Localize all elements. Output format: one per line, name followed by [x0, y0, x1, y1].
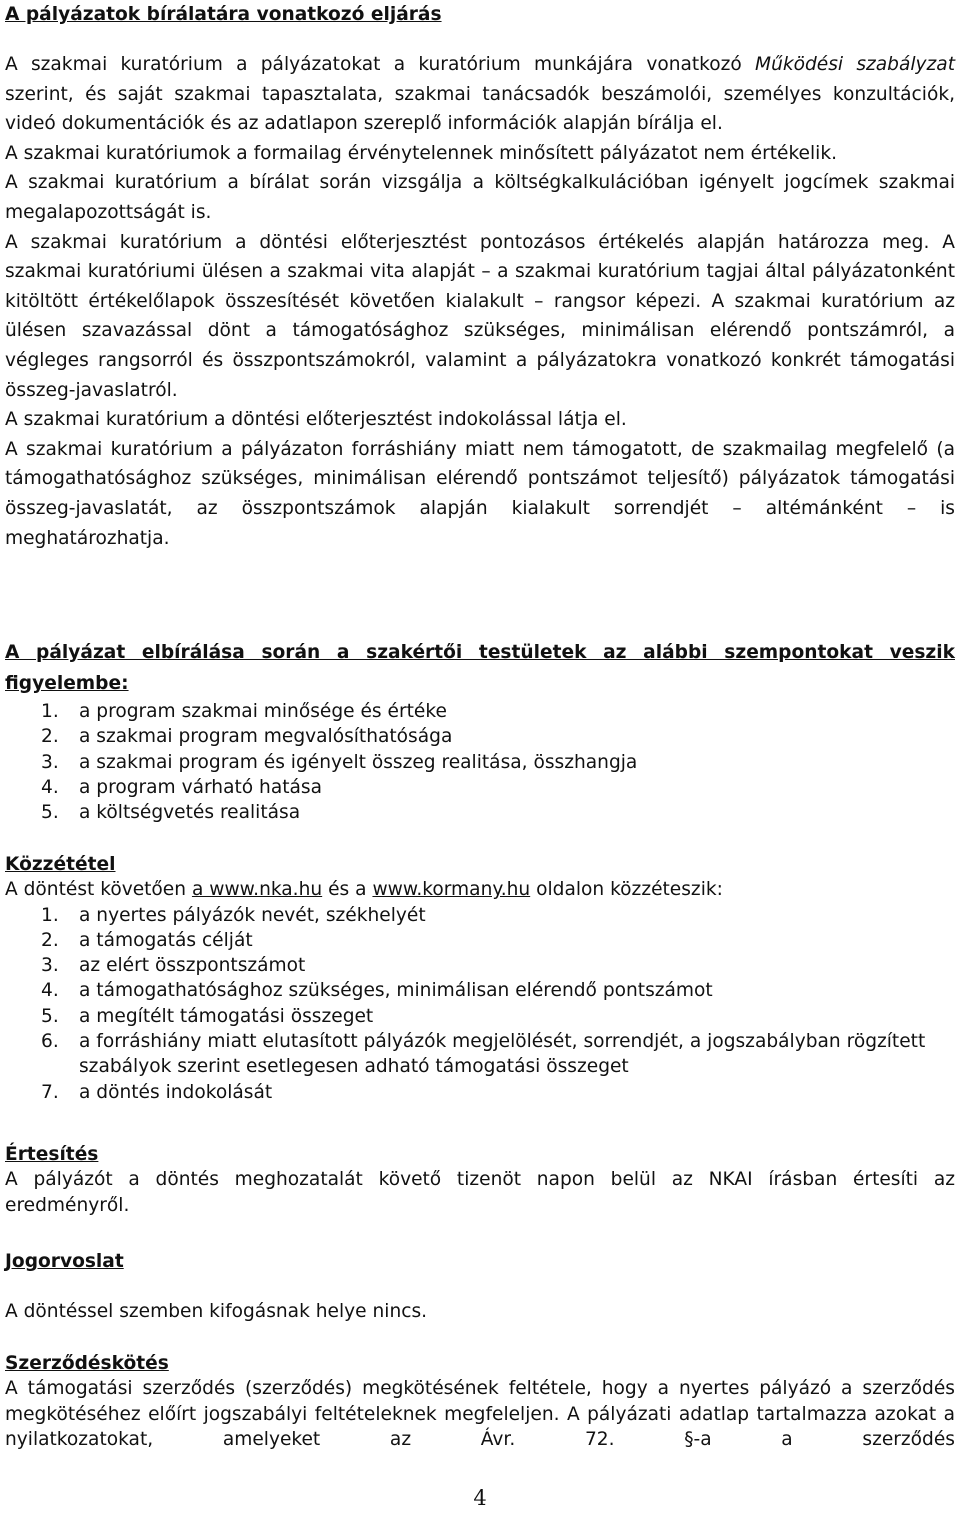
- section-heading-publication: Közzététel: [5, 854, 116, 875]
- publication-list: [5, 903, 955, 1105]
- list-item-number: 1.: [41, 701, 59, 722]
- paragraph-justification: A szakmai kuratórium a döntési előterjesztést indokolással látja el.: [5, 409, 627, 431]
- list-item: [5, 903, 955, 928]
- list-item: [5, 775, 955, 800]
- list-item-text: a szakmai program és igényelt összeg realitása, összhangja: [79, 751, 638, 773]
- italic-regulation-name: Működési szabályzat: [755, 54, 955, 75]
- paragraph-invalid: A szakmai kuratóriumok a formailag érvénytelennek minősített pályázatot nem értékelik.: [5, 142, 838, 164]
- section-heading-criteria: A pályázat elbírálása során a szakértői testületek az alábbi szempontokat veszik figyelembe:: [5, 642, 955, 694]
- section-remedy: [5, 1249, 955, 1325]
- list-item-text: a nyertes pályázók nevét, székhelyét: [79, 904, 426, 926]
- list-item: [5, 724, 955, 749]
- paragraph-scoring: A szakmai kuratórium a döntési előterjesztést pontozásos értékelés alapján határozza meg. A szakmai kuratóriumi ülésen a szakmai vita alapját – a szakmai kuratórium tagjai által pályázatonként kitöltött értékelőlapok összesítését követően kialakult – rangsor képezi. A szakmai kuratórium az ülésen szavazással dönt a támogatósághoz szükséges, minimálisan elérendő pontszámról, a végleges rangsorról és összpontszámokról, valamint a pályázatokra vonatkozó konkrét támogatási összeg-javaslatról.: [5, 231, 955, 401]
- notification-text: A pályázót a döntés meghozatalát követő tizenöt napon belül az NKAI írásban értesíti az eredményről.: [5, 1169, 955, 1216]
- page-number: 4: [473, 1486, 487, 1510]
- section-evaluation-body: [5, 50, 955, 553]
- list-item: [5, 750, 955, 775]
- list-item-number: 3.: [41, 955, 59, 977]
- list-item: [5, 1080, 955, 1105]
- list-item-text: a szakmai program megvalósíthatósága: [79, 726, 453, 748]
- publication-intro: A döntést követően a www.nka.hu és a www.kormany.hu oldalon közzéteszik:: [5, 879, 723, 901]
- list-item-text: a program szakmai minősége és értéke: [79, 701, 447, 722]
- link-kormany[interactable]: www.kormany.hu: [372, 879, 531, 901]
- list-item-number: 5.: [41, 802, 59, 824]
- list-item: [5, 1004, 955, 1029]
- list-item-number: 3.: [41, 751, 59, 773]
- list-item: [5, 699, 955, 724]
- section-criteria: [5, 637, 955, 825]
- list-item: [5, 978, 955, 1003]
- section-heading-contract: Szerződéskötés: [5, 1353, 169, 1374]
- list-item-number: 4.: [41, 980, 59, 1002]
- section-publication: [5, 852, 955, 1105]
- list-item-number: 1.: [41, 904, 59, 926]
- list-item-number: 5.: [41, 1005, 59, 1027]
- list-item: [5, 928, 955, 953]
- list-item-text: az elért összpontszámot: [79, 955, 306, 977]
- remedy-text: A döntéssel szemben kifogásnak helye nincs.: [5, 1301, 428, 1323]
- list-item-text: a döntés indokolását: [79, 1081, 273, 1103]
- section-heading-evaluation: A pályázatok bírálatára vonatkozó eljárás: [5, 4, 442, 25]
- contract-text: A támogatási szerződés (szerződés) megkötésének feltétele, hogy a nyertes pályázó a szerződés megkötéséhez előírt jogszabályi feltételeknek megfeleljen. A pályázati adatlap tartalmazza azokat a nyilatkozatokat, amelyeket az Ávr. 72. §-a a szerződés: [5, 1378, 955, 1450]
- list-item-text: a program várható hatása: [79, 776, 322, 798]
- list-item-text: a megítélt támogatási összeget: [79, 1005, 374, 1027]
- list-item-number: 4.: [41, 776, 59, 798]
- section-heading-remedy: Jogorvoslat: [5, 1251, 124, 1272]
- paragraph-shortfall: A szakmai kuratórium a pályázaton forráshiány miatt nem támogatott, de szakmailag megfelelő (a támogathatósághoz szükséges, minimálisan elérendő pontszámot teljesítő) pályázatok támogatási összeg-javaslatát, az összpontszámok alapján kialakult sorrendjét – altémánként – is meghatározhatja.: [5, 438, 955, 549]
- list-item-number: 7.: [41, 1081, 59, 1103]
- section-heading-notification: Értesítés: [5, 1144, 99, 1165]
- link-nka[interactable]: a www.nka.hu: [191, 879, 323, 901]
- list-item-text: a támogathatósághoz szükséges, minimálisan elérendő pontszámot: [79, 980, 713, 1002]
- list-item: [5, 800, 955, 825]
- list-item-number: 2.: [41, 929, 59, 951]
- paragraph-evaluation-basis: A szakmai kuratórium a pályázatokat a kuratórium munkájára vonatkozó Működési szabályzat szerint, és saját szakmai tapasztalata, szakmai tanácsadók beszámolói, személyes konzultációk, videó dokumentációk és az adatlapon szereplő információk alapján bírálja el.: [5, 54, 955, 135]
- list-item-text: a forráshiány miatt elutasított pályázók megjelölését, sorrendjét, a jogszabályban rögzített szabályok szerint esetlegesen adható támogatási összeget: [79, 1031, 926, 1078]
- list-item: [5, 953, 955, 978]
- criteria-list: [5, 699, 955, 825]
- paragraph-cost-review: A szakmai kuratórium a bírálat során vizsgálja a költségkalkulációban igényelt jogcímek szakmai megalapozottságát is.: [5, 172, 955, 223]
- section-notification: [5, 1142, 955, 1218]
- list-item-text: a költségvetés realitása: [79, 802, 301, 824]
- list-item: [5, 1029, 955, 1080]
- list-item-text: a támogatás célját: [79, 929, 253, 951]
- section-contract: [5, 1351, 955, 1452]
- list-item-number: 6.: [41, 1031, 59, 1053]
- list-item-number: 2.: [41, 726, 59, 748]
